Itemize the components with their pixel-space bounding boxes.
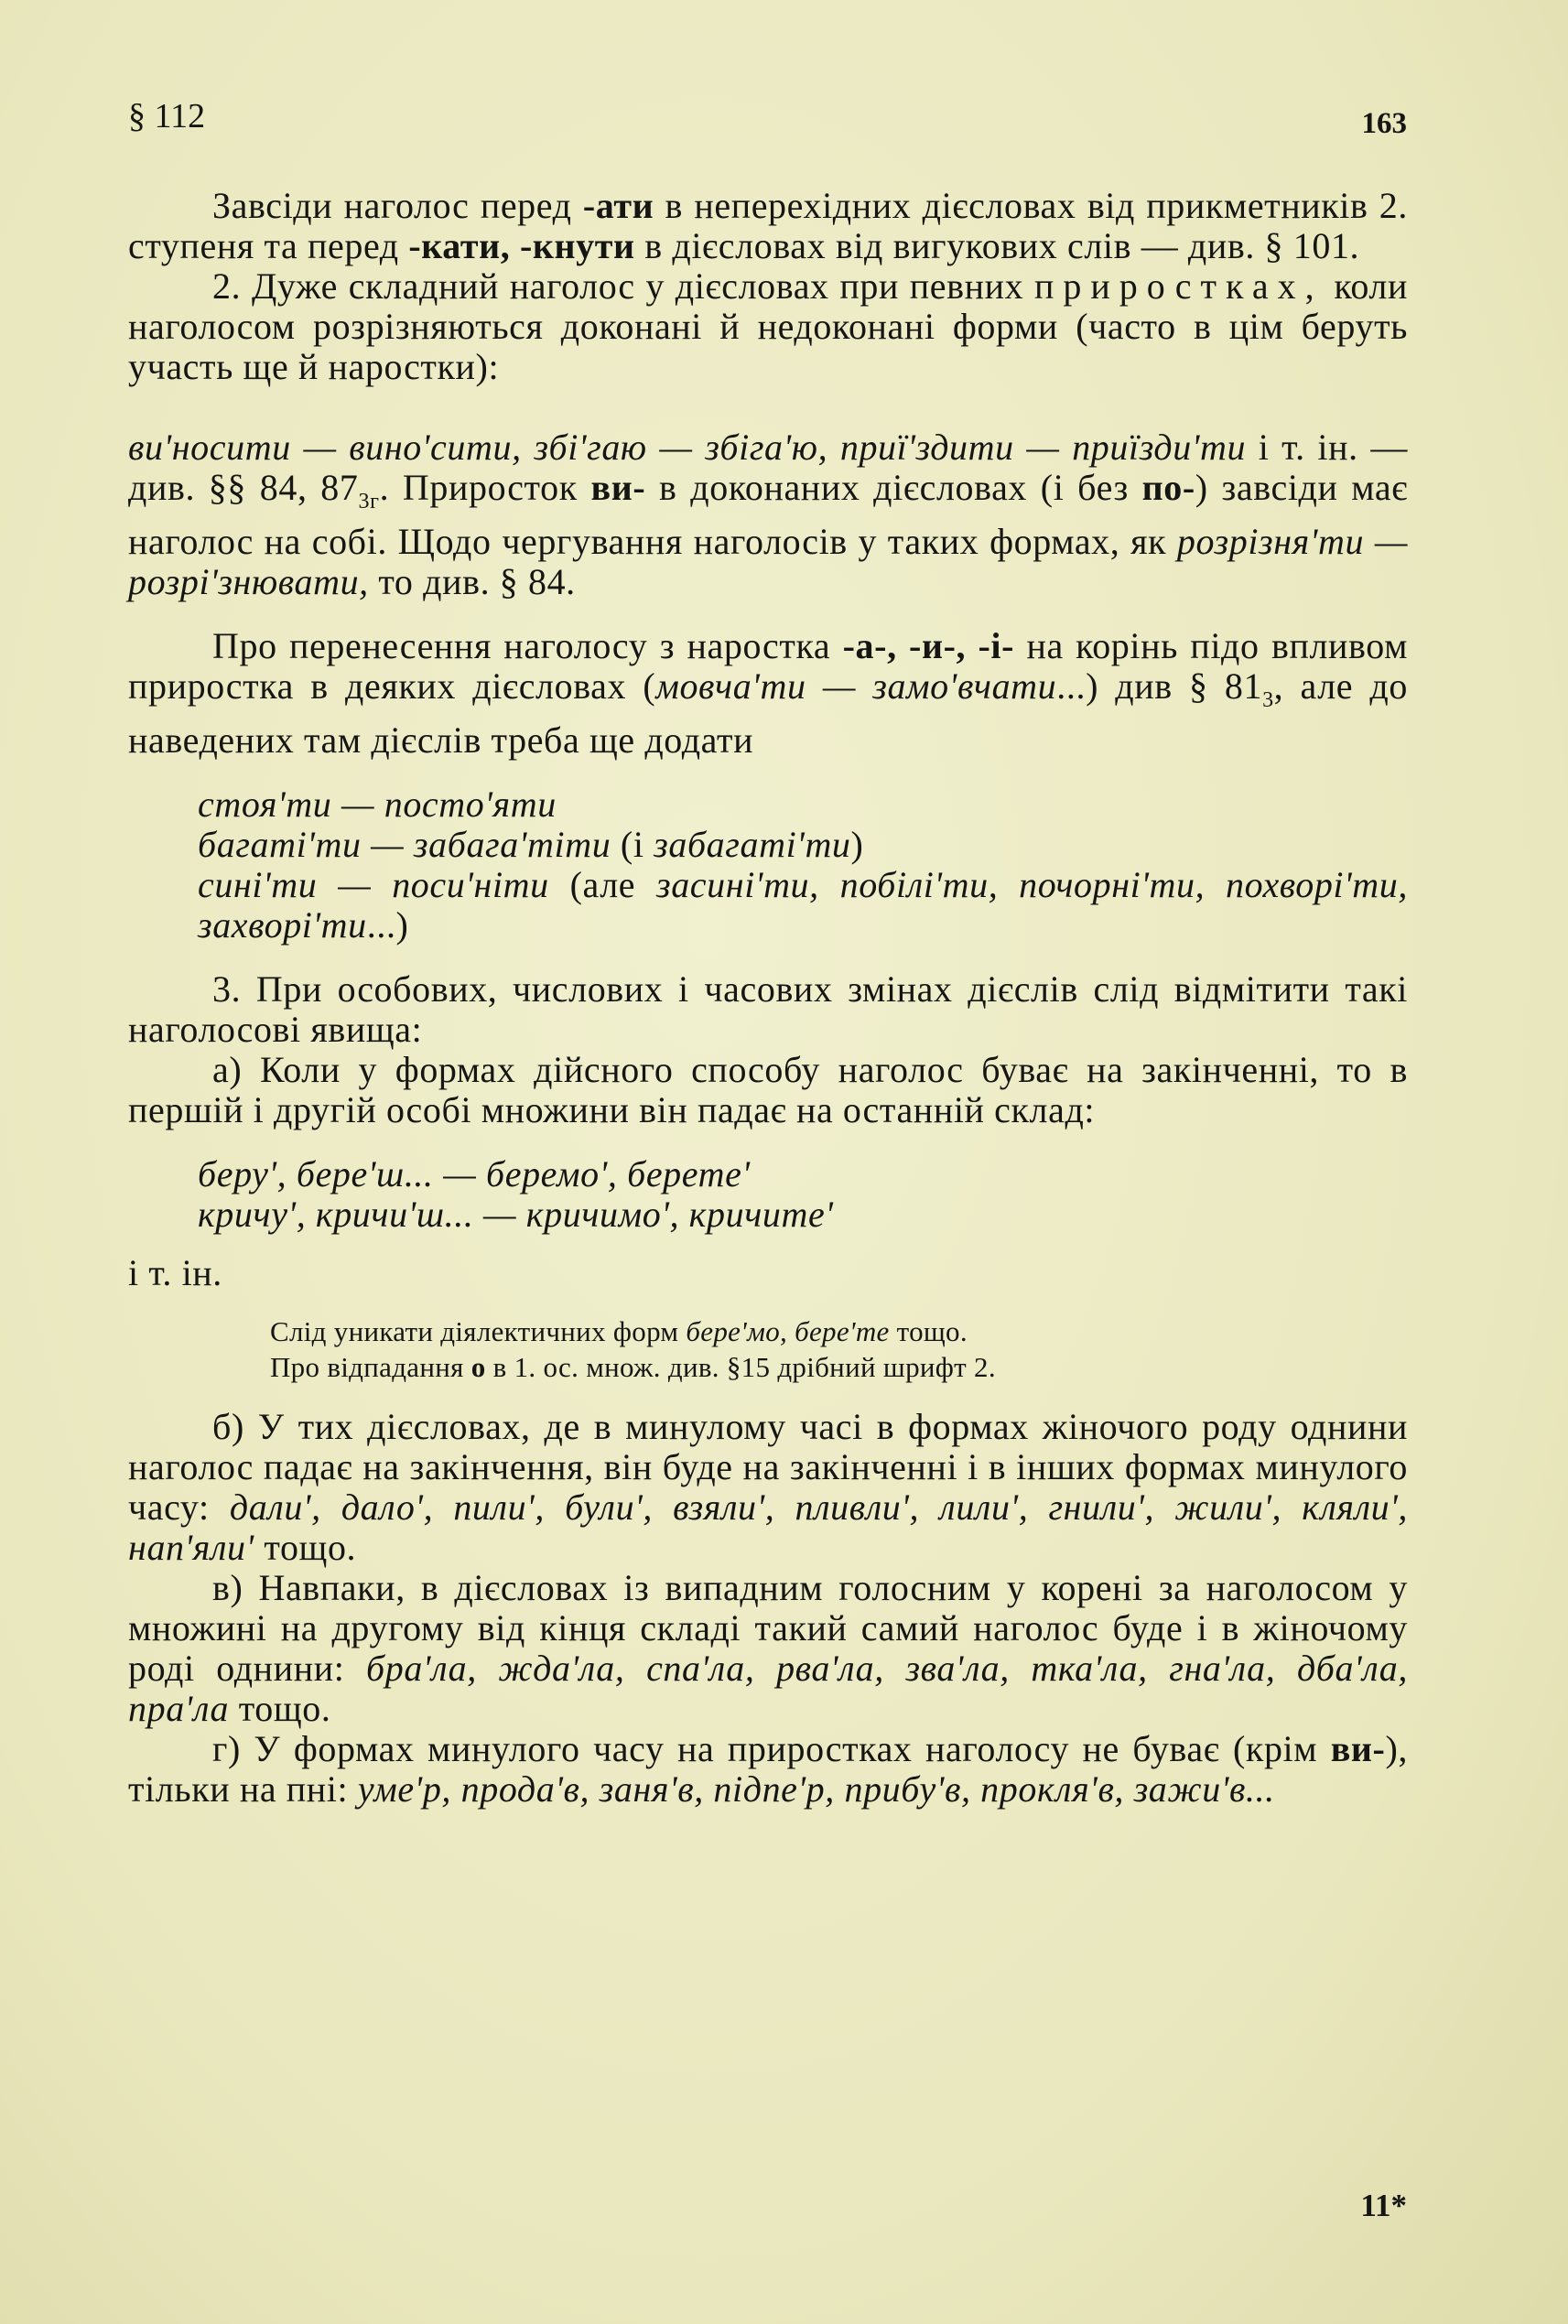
example-line: [198, 1154, 1408, 1194]
text-run: , але до наведених там дієслів треба ще додати: [128, 665, 1408, 761]
text-run: в) Навпаки, в дієсловах із випадним голосним у корені за наголосом у множині на другому від кінця складі такий самий наголос буде і в жіночому роді однини:: [128, 1567, 1408, 1689]
text-run: тощо.: [889, 1315, 968, 1347]
text-run: ...): [366, 904, 409, 946]
italic-example: уме'р, прода'в, заня'в, підпе'р, прибу'в, прокля'в, зажи'в...: [357, 1768, 1275, 1810]
text-run: в дієсловах від вигукових слів — див. § 101.: [634, 225, 1360, 266]
signature-mark: 11*: [1360, 2188, 1407, 2223]
text-run: в доконаних дієсловах (і без: [645, 467, 1142, 508]
italic-example: сині'ти — поси'ніти: [198, 864, 549, 905]
italic-example: мовча'ти — замо'вчати: [655, 665, 1057, 707]
subscript: 3: [1262, 688, 1274, 712]
text-run: ...) див § 81: [1056, 665, 1263, 707]
italic-example: дали', дало', пили', були', взяли', пливли', лили', гнили', жили', кляли', нап'яли': [128, 1486, 1408, 1568]
text-run: і т. ін. — див. §§ 84, 87: [128, 427, 1408, 508]
italic-example: стоя'ти — посто'яти: [198, 784, 557, 825]
italic-example: засині'ти, побілі'ти, почорні'ти, похворі'ти, захворі'ти: [198, 864, 1408, 946]
example-line: [198, 1194, 1408, 1235]
text-run: (але: [548, 864, 656, 905]
spaced-term: приростках,: [1033, 265, 1324, 307]
bold-prefix: по-: [1141, 467, 1195, 508]
text-run: 2. Дуже складний наголос у дієсловах при певних: [212, 265, 1034, 307]
bold-suffix: -ати: [582, 185, 654, 226]
text-run: тощо.: [254, 1527, 357, 1568]
small-print-note: [128, 1313, 1408, 1385]
italic-example: беру', бере'ш... — беремо', берете': [198, 1153, 751, 1194]
page-body: [128, 186, 1408, 1810]
bold-prefix: ви-: [1330, 1728, 1386, 1769]
bold-suffix: -а-, -и-, -і-: [842, 625, 1015, 666]
text-run: ): [850, 824, 864, 865]
example-line: [198, 865, 1408, 946]
text-run: то див. § 84.: [368, 561, 576, 602]
italic-example: бере'мо, бере'те: [686, 1315, 890, 1347]
text-run: Завсіди наголос перед: [212, 185, 583, 226]
text-run: б) У тих дієсловах, де в минулому часі в формах жіночого роду однини наголос падає на закінчення, він буде на закінченні і в інших формах минулого часу:: [128, 1406, 1408, 1528]
paragraph-2: [128, 266, 1408, 387]
italic-example: кричу', кричи'ш... — кричимо', кричите': [198, 1194, 834, 1235]
text-run: (і: [611, 824, 654, 865]
paragraph-1: [128, 186, 1408, 266]
paragraph-5: 3. При особових, числових і часових змінах дієслів слід відмітити такі наголосові явища:: [128, 968, 1408, 1050]
paragraph-10: [128, 1729, 1408, 1810]
bold-letter: о: [470, 1351, 486, 1383]
text-run: Про перенесення наголосу з наростка: [212, 625, 843, 666]
italic-example: забагаті'ти: [654, 824, 851, 865]
text-run: в неперехідних дієсловах від прикметників 2. ступеня та перед: [128, 185, 1408, 266]
subscript: 3г: [358, 490, 380, 513]
note-line: [270, 1313, 1408, 1349]
text-run: в 1. ос. множ. див. §15 дрібний шрифт 2.: [485, 1351, 996, 1383]
italic-example: ви'носити — вино'сити, збі'гаю — збіга'ю, приї'здити — приїзди'ти: [128, 427, 1247, 468]
note-line: [270, 1349, 1408, 1385]
paragraph-9: [128, 1568, 1408, 1729]
italic-example: розрізня'ти — розрі'знювати,: [128, 521, 1408, 602]
text-run: на корінь підо впливом приростка в деяких дієсловах (: [128, 625, 1408, 707]
text-run: ) завсіди має наголос на собі. Щодо чергування наголосів у таких формах, як: [128, 467, 1409, 562]
example-line: [198, 784, 1408, 825]
example-block-2: [128, 1154, 1408, 1235]
bold-prefix: ви-: [590, 467, 646, 508]
text-run: ), тільки на пні:: [128, 1728, 1408, 1810]
text-run: Про відпадання: [270, 1351, 471, 1383]
text-run: тощо.: [229, 1688, 331, 1729]
text-run: коли наголосом розрізняються доконані й недоконані форми (часто в цім беруть участь ще й наростки):: [128, 265, 1409, 387]
italic-example: багаті'ти — забага'тіти: [198, 824, 611, 865]
text-run: Слід уникати діялектичних форм: [270, 1315, 687, 1347]
paragraph-6: а) Коли у формах дійсного способу наголос буває на закінченні, то в першій і другій особі множини він падає на останній склад:: [128, 1049, 1408, 1130]
paragraph-7: і т. ін.: [128, 1252, 222, 1293]
paragraph-8: [128, 1407, 1408, 1568]
example-line: [198, 825, 1408, 865]
paragraph-3: [128, 427, 1408, 602]
paragraph-4: [128, 626, 1408, 761]
text-run: . Приросток: [379, 467, 591, 508]
example-block-1: [128, 784, 1408, 946]
section-number: § 112: [128, 97, 206, 135]
bold-suffix: -кати, -кнути: [408, 225, 635, 266]
page-header: [128, 96, 1407, 142]
page-number: 163: [1361, 107, 1407, 140]
italic-example: бра'ла, жда'ла, спа'ла, рва'ла, зва'ла, тка'ла, гна'ла, дба'ла, пра'ла: [128, 1648, 1408, 1729]
text-run: г) У формах минулого часу на приростках наголосу не буває (крім: [212, 1728, 1331, 1769]
